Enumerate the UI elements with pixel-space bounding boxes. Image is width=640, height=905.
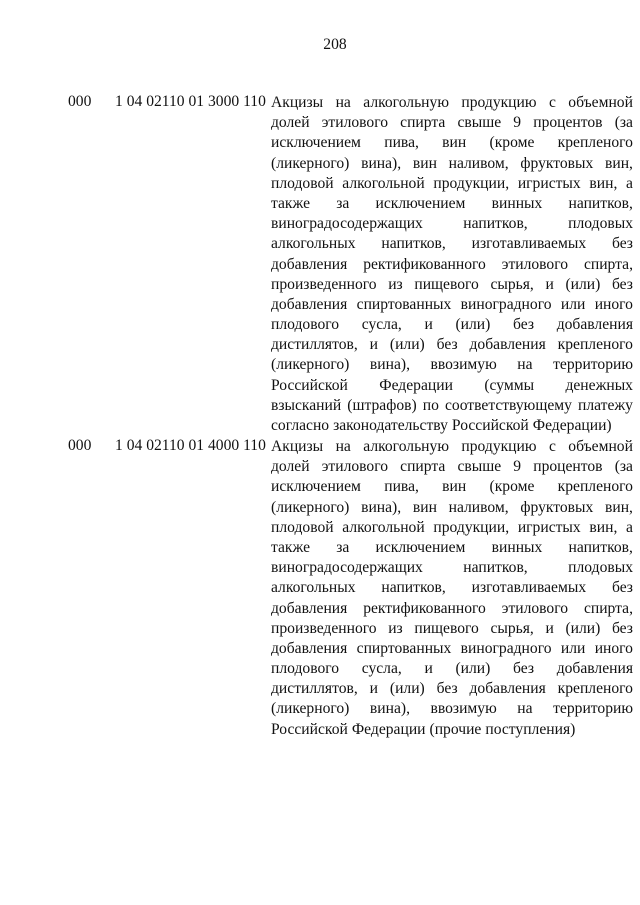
word: на	[517, 356, 533, 374]
word: дистиллятов,	[271, 336, 358, 354]
word: на	[335, 94, 351, 111]
word: наливом,	[448, 498, 509, 516]
word: также	[271, 538, 310, 556]
word: иного	[594, 639, 633, 657]
kbk-code: 1 04 02110 01 3000 110	[115, 93, 266, 110]
word: Акцизы	[271, 438, 324, 455]
description-line	[271, 699, 633, 719]
word: взысканий	[271, 396, 342, 414]
word: спирта	[400, 114, 446, 132]
description	[271, 93, 633, 436]
word: свыше	[457, 114, 502, 132]
description-line	[271, 578, 633, 598]
word: а	[626, 174, 633, 192]
word: (или)	[389, 680, 425, 698]
description-line	[271, 457, 633, 477]
description-line	[271, 355, 633, 375]
description-line	[271, 538, 633, 558]
word: сусла,	[361, 660, 402, 678]
word: этилового	[501, 255, 569, 273]
word: фруктовых	[520, 154, 594, 172]
word: спирта,	[583, 255, 633, 273]
word: виноградного	[460, 295, 552, 313]
word: пива,	[384, 134, 419, 152]
word: (ликерного)	[271, 356, 350, 374]
word: вин	[442, 134, 467, 152]
word: продукции,	[433, 174, 510, 192]
word: напитков,	[568, 194, 633, 212]
word: иного	[594, 295, 633, 313]
word: плодовых	[568, 215, 633, 233]
word: без	[611, 235, 633, 253]
description-line	[271, 234, 633, 254]
word: добавления	[469, 336, 546, 354]
word: ввозимую	[430, 700, 497, 718]
word: плодовой	[271, 518, 334, 536]
word: крепленого	[557, 336, 633, 354]
word: сырья,	[490, 275, 534, 293]
word: из	[388, 619, 403, 637]
word: без	[611, 579, 633, 597]
word: наливом,	[448, 154, 509, 172]
word: добавления	[556, 316, 633, 334]
word: (суммы	[484, 376, 535, 394]
word: алкогольную	[363, 438, 449, 455]
word: ректификованного	[363, 599, 486, 617]
kbk-code: 1 04 02110 01 4000 110	[115, 437, 266, 454]
word: (или)	[455, 660, 491, 678]
word: (или)	[565, 619, 601, 637]
word: сырья,	[490, 619, 534, 637]
word: исключением	[271, 134, 361, 152]
word: плодовой	[271, 174, 334, 192]
word: плодовых	[568, 559, 633, 577]
word: этилового	[501, 599, 569, 617]
description-line	[271, 194, 633, 214]
word: алкогольных	[271, 235, 356, 253]
word: спирта	[400, 458, 446, 476]
word: ввозимую	[430, 356, 497, 374]
word: 9	[513, 458, 522, 476]
description-line	[271, 133, 633, 153]
word: из	[388, 275, 403, 293]
word: (прочие	[429, 720, 482, 738]
word: вин	[442, 478, 467, 496]
word: пищевого	[414, 619, 479, 637]
word: добавления	[271, 639, 348, 657]
description-line	[271, 93, 633, 113]
word: добавления	[271, 255, 348, 273]
description-line	[271, 558, 633, 578]
description-line	[271, 659, 633, 679]
description-line	[271, 720, 633, 740]
word: плодового	[271, 316, 340, 334]
word: процентов	[533, 458, 603, 476]
word: денежных	[565, 376, 633, 394]
word: (кроме	[489, 478, 535, 496]
word: и	[545, 619, 554, 637]
word: спиртованных	[356, 295, 452, 313]
word: или	[560, 295, 586, 313]
word: виноградосодержащих	[271, 215, 423, 233]
word: и	[369, 336, 378, 354]
word: вин,	[589, 518, 618, 536]
word: и	[545, 275, 554, 293]
word: напитков,	[568, 538, 633, 556]
word: вин	[412, 154, 437, 172]
description-line	[271, 396, 633, 416]
word: (или)	[455, 316, 491, 334]
word: произведенного	[271, 275, 377, 293]
description-line	[271, 255, 633, 275]
description-line	[271, 437, 633, 457]
word: соответствующему	[445, 396, 572, 414]
word: с	[548, 438, 556, 455]
description-line	[271, 295, 633, 315]
word: игристых	[517, 518, 581, 536]
word: игристых	[517, 174, 581, 192]
word: платежу	[578, 396, 633, 414]
word: напитков,	[463, 559, 528, 577]
word: алкогольной	[342, 518, 425, 536]
word: добавления	[469, 680, 546, 698]
description-line	[271, 599, 633, 619]
word: без	[611, 275, 633, 293]
word: долей	[271, 114, 310, 132]
description-line	[271, 477, 633, 497]
admin-code: 000	[68, 93, 92, 110]
word: продукции,	[433, 518, 510, 536]
word: за	[336, 538, 350, 556]
word: сусла,	[361, 316, 402, 334]
word: на	[335, 438, 351, 455]
description-line	[271, 335, 633, 355]
word: дистиллятов,	[271, 680, 358, 698]
word: (ликерного)	[271, 700, 350, 718]
word: (кроме	[489, 134, 535, 152]
word: за	[336, 194, 350, 212]
word: долей	[271, 458, 310, 476]
word: Российской	[271, 720, 348, 738]
word: также	[271, 194, 310, 212]
word: напитков,	[463, 215, 528, 233]
word: крепленого	[557, 680, 633, 698]
word: без	[513, 316, 535, 334]
word: виноградосодержащих	[271, 559, 423, 577]
word: алкогольной	[342, 174, 425, 192]
word: а	[626, 518, 633, 536]
word: изготавливаемых	[471, 579, 587, 597]
word: Акцизы	[271, 94, 324, 111]
page-number: 208	[323, 36, 347, 53]
word: с	[548, 94, 556, 111]
word: и	[424, 316, 433, 334]
word: произведенного	[271, 619, 377, 637]
description-line	[271, 376, 633, 396]
word: по	[422, 396, 439, 414]
word: добавления	[271, 295, 348, 313]
word: вин,	[605, 498, 633, 516]
description-line	[271, 154, 633, 174]
word: без	[513, 660, 535, 678]
word: изготавливаемых	[471, 235, 587, 253]
word: плодового	[271, 660, 340, 678]
word: (штрафов)	[347, 396, 417, 414]
word: (ликерного)	[271, 498, 350, 516]
word: алкогольную	[363, 94, 449, 111]
word: вин	[412, 498, 437, 516]
word: поступления)	[485, 720, 576, 738]
word: алкогольных	[271, 579, 356, 597]
description-line	[271, 619, 633, 639]
word: (за	[614, 458, 633, 476]
word: крепленого	[557, 134, 633, 152]
word: крепленого	[557, 478, 633, 496]
description-line	[271, 174, 633, 194]
word: без	[436, 336, 458, 354]
word: исключением	[375, 538, 466, 556]
word: законодательству	[333, 417, 448, 434]
word: фруктовых	[520, 498, 594, 516]
description-line	[271, 315, 633, 335]
description-line	[271, 518, 633, 538]
word: (за	[614, 114, 633, 132]
word: пива,	[384, 478, 419, 496]
word: вина),	[369, 700, 410, 718]
description-line	[271, 639, 633, 659]
word: свыше	[457, 458, 502, 476]
word: и	[424, 660, 433, 678]
word: (или)	[389, 336, 425, 354]
description-line	[271, 275, 633, 295]
word: Российской	[451, 417, 529, 434]
word: вина),	[361, 498, 402, 516]
word: добавления	[556, 660, 633, 678]
word: продукцию	[461, 94, 537, 111]
word: вин,	[589, 174, 618, 192]
word: пищевого	[414, 275, 479, 293]
word: без	[436, 680, 458, 698]
word: Российской	[271, 376, 348, 394]
word: исключением	[375, 194, 466, 212]
word: Федерации)	[532, 417, 612, 434]
word: винных	[491, 194, 543, 212]
word: вин,	[605, 154, 633, 172]
word: согласно	[271, 417, 330, 434]
word: и	[369, 680, 378, 698]
word: Федерации	[351, 720, 426, 738]
description-line	[271, 113, 633, 133]
word: спирта,	[583, 599, 633, 617]
word: добавления	[271, 599, 348, 617]
word: на	[517, 700, 533, 718]
word: процентов	[533, 114, 603, 132]
word: напитков,	[381, 235, 446, 253]
word: спиртованных	[356, 639, 452, 657]
word: объемной	[568, 438, 633, 455]
description-line	[271, 498, 633, 518]
word: или	[560, 639, 586, 657]
word: вина),	[361, 154, 402, 172]
word: без	[611, 619, 633, 637]
word: вина),	[369, 356, 410, 374]
description-line	[271, 679, 633, 699]
word: этилового	[321, 114, 389, 132]
word: территорию	[553, 700, 633, 718]
word: этилового	[321, 458, 389, 476]
word: Федерации	[379, 376, 453, 394]
word: 9	[513, 114, 522, 132]
description-line	[271, 416, 633, 436]
description	[271, 437, 633, 740]
word: объемной	[568, 94, 633, 111]
description-line	[271, 214, 633, 234]
admin-code: 000	[68, 437, 92, 454]
word: продукцию	[461, 438, 537, 455]
word: винных	[491, 538, 543, 556]
word: напитков,	[381, 579, 446, 597]
word: (или)	[565, 275, 601, 293]
word: ректификованного	[363, 255, 486, 273]
word: территорию	[553, 356, 633, 374]
word: исключением	[271, 478, 361, 496]
word: (ликерного)	[271, 154, 350, 172]
word: виноградного	[460, 639, 552, 657]
